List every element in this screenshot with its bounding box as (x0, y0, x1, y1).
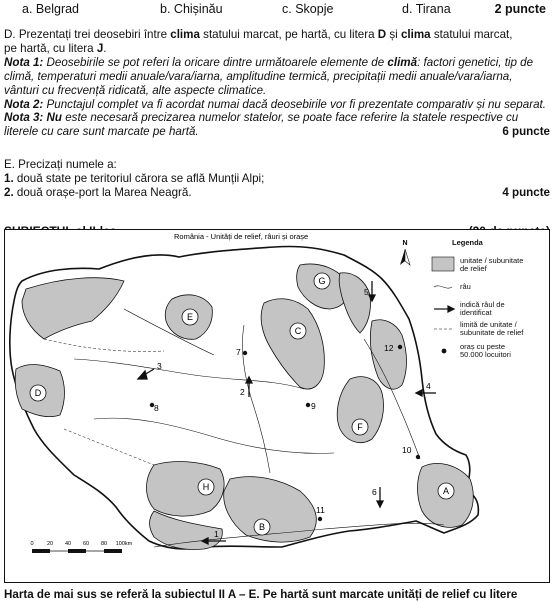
num-label-5: 5 (364, 287, 369, 297)
svg-text:D: D (34, 388, 42, 398)
num-label-1: 1 (214, 529, 219, 539)
note-1: Nota 1: Deosebirile se pot referi la oricare dintre următoarele elemente de climă: factori genetici, tip de climă, temperaturi medii anuale/vara/iarna, amplitudine termică, precipitații medii anuale/vara/iarna, vânturi cu frecvență ridicată, alte aspecte climatice. (4, 55, 534, 97)
num-label-4: 4 (426, 381, 431, 391)
svg-text:N: N (402, 240, 408, 247)
svg-text:E: E (186, 312, 194, 322)
svg-text:Legenda: Legenda (452, 238, 483, 247)
unit-label-c (290, 323, 306, 339)
unit-label-a (438, 483, 454, 499)
option-c: c. Skopje (282, 2, 334, 16)
unit-label-h (198, 479, 214, 495)
num-label-12: 12 (384, 343, 394, 353)
num-label-7: 7 (236, 347, 241, 357)
svg-text:40: 40 (64, 541, 72, 547)
svg-text:limită de unitate /: limită de unitate / (460, 320, 517, 329)
svg-text:100km: 100km (115, 541, 133, 547)
legend-city-swatch (442, 349, 447, 354)
section-e (4, 158, 550, 200)
points-e: 4 puncte (502, 185, 550, 199)
unit-label-b (254, 519, 270, 535)
note-3: Nota 3: Nu este necesară precizarea numelor statelor, se poate face referire la statele respective cu literele cu care sunt marcate pe hartă. (4, 111, 519, 139)
section-e-item-2-row (4, 186, 550, 200)
city-7 (243, 351, 247, 355)
section-e-title: E. Precizați numele a: (4, 158, 117, 171)
section-d-statement: D. Prezentați trei deosebiri între clima statului marcat, pe hartă, cu litera D și clima statului marcat, pe hartă, cu litera J. (4, 28, 513, 55)
city-12 (398, 345, 402, 349)
svg-text:identificat: identificat (460, 308, 492, 317)
city-9 (306, 403, 310, 407)
map-title: România - Unități de relief, râuri și orașe (174, 232, 309, 241)
svg-text:G: G (318, 276, 326, 286)
section-d (4, 28, 550, 139)
svg-text:oraș cu peste: oraș cu peste (460, 342, 506, 351)
svg-text:80: 80 (100, 541, 108, 547)
map-caption: Harta de mai sus se referă la subiectul II A – E. Pe hartă sunt marcate unități de relief cu litere (4, 588, 518, 601)
num-label-8: 8 (154, 403, 159, 413)
svg-text:0: 0 (30, 541, 34, 547)
unit-label-f (352, 419, 368, 435)
num-label-6: 6 (372, 487, 377, 497)
city-11 (318, 517, 322, 521)
note-3-row (4, 111, 550, 139)
unit-label-g (314, 273, 330, 289)
num-label-9: 9 (311, 401, 316, 411)
points-c: 2 puncte (494, 2, 546, 16)
svg-text:50.000 locuitori: 50.000 locuitori (460, 350, 511, 359)
unit-label-e (182, 309, 198, 325)
legend-relief-swatch (432, 257, 454, 271)
num-label-3: 3 (157, 361, 162, 371)
romania-relief-map (4, 229, 550, 583)
city-10 (416, 455, 420, 459)
num-label-2: 2 (240, 387, 245, 397)
svg-text:60: 60 (82, 541, 90, 547)
num-label-10: 10 (402, 445, 412, 455)
svg-text:20: 20 (46, 541, 54, 547)
svg-text:A: A (442, 486, 450, 496)
svg-text:B: B (258, 522, 266, 532)
answer-options-row (0, 2, 560, 18)
svg-text:C: C (294, 326, 302, 336)
option-a: a. Belgrad (22, 2, 80, 16)
svg-text:F: F (357, 422, 363, 432)
svg-text:H: H (202, 482, 210, 492)
num-label-11: 11 (316, 505, 325, 515)
section-e-item-2: 2. două orașe-port la Marea Neagră. (4, 185, 192, 199)
note-2: Nota 2: Punctajul complet va fi acordat numai dacă deosebirile vor fi prezentate comparativ și nu separat. (4, 97, 546, 111)
points-d: 6 puncte (502, 125, 550, 139)
svg-text:indică râul de: indică râul de (460, 300, 505, 309)
svg-text:de relief: de relief (460, 264, 487, 273)
svg-text:râu: râu (460, 282, 471, 291)
svg-text:subunitate de relief: subunitate de relief (460, 328, 524, 337)
unit-label-d (30, 385, 46, 401)
option-d: d. Tirana (402, 2, 451, 16)
svg-text:unitate / subunitate: unitate / subunitate (460, 256, 524, 265)
section-e-item-1: 1. două state pe teritoriul cărora se află Munții Alpi; (4, 171, 265, 185)
option-b: b. Chișinău (160, 2, 223, 16)
